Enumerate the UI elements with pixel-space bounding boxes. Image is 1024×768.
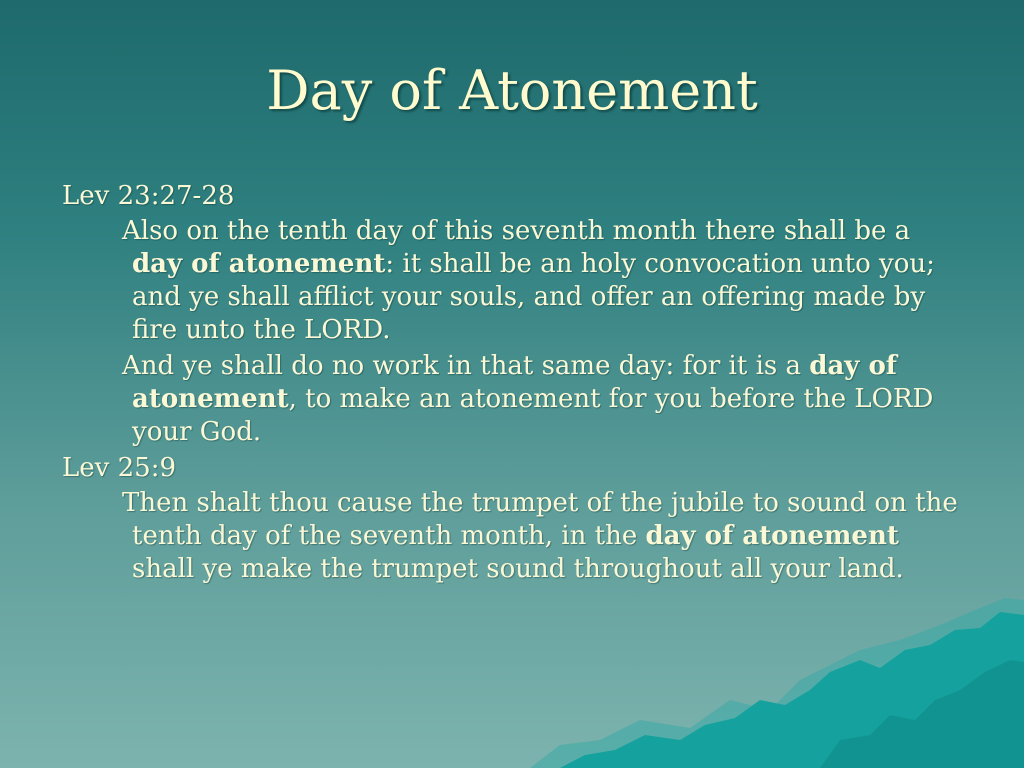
slide-body (62, 180, 962, 589)
verse-text: Also on the tenth day of this seventh month there shall be a (122, 216, 911, 246)
verse-emphasis: day of atonement (645, 521, 899, 551)
verse-paragraph (122, 487, 962, 586)
verse-text: shall ye make the trumpet sound throughout all your land. (132, 554, 904, 584)
verse-paragraph (122, 215, 962, 347)
section-lev-23 (62, 180, 962, 449)
verse-text: , to make an atonement for you before the LORD your God. (132, 384, 934, 447)
verse-text: Then shalt thou cause the trumpet of the jubile to sound on the tenth day of the seventh month, in the (122, 488, 958, 551)
verse-paragraph (122, 350, 962, 449)
verse-text: And ye shall do no work in that same day: for it is a (122, 351, 810, 381)
verse-text: : it shall be an holy convocation unto you; and ye shall afflict your souls, and offer an offering made by fire unto the LORD. (132, 249, 935, 345)
scripture-reference: Lev 25:9 (62, 453, 176, 483)
slide-title: Day of Atonement (266, 59, 758, 122)
verse-emphasis: day of atonement (132, 351, 897, 414)
verse-emphasis: day of atonement (132, 249, 386, 279)
section-lev-25 (62, 452, 962, 586)
scripture-reference: Lev 23:27-28 (62, 181, 235, 211)
